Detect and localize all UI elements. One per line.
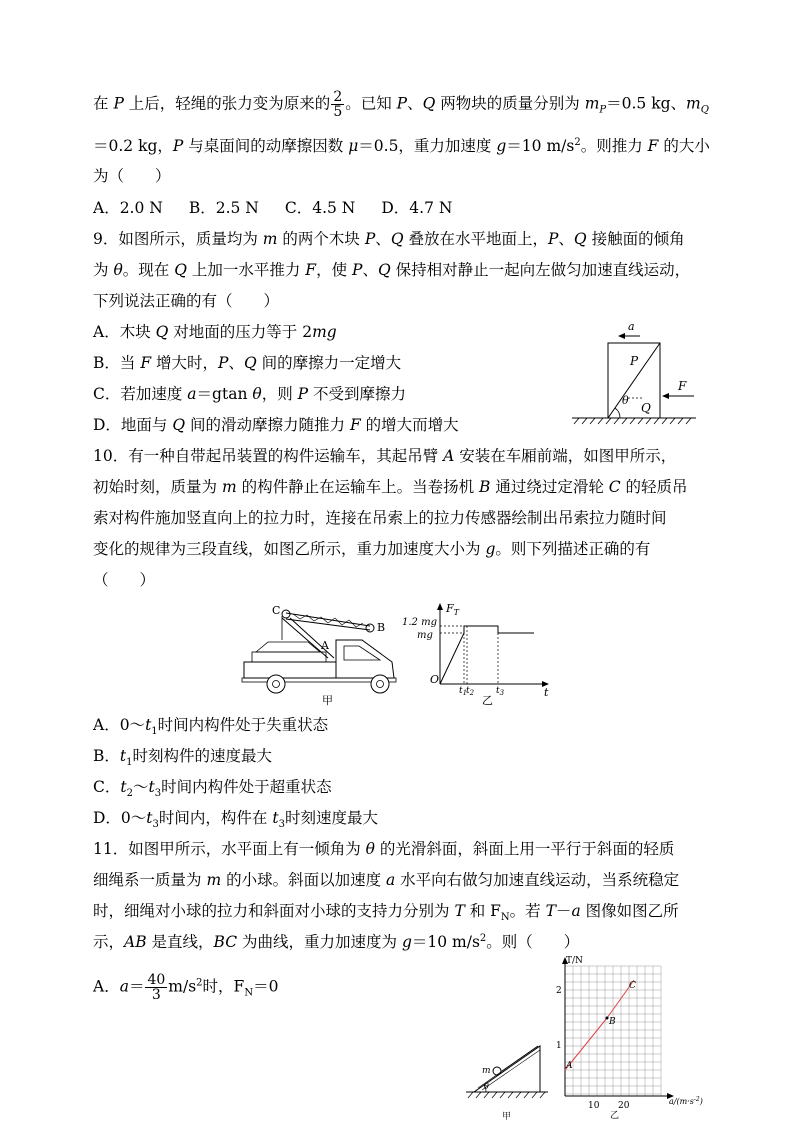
q8-line3: 为（ ） [93,167,171,185]
q9-figure [568,318,698,428]
svg-text:a: a [628,320,635,333]
q9-option-d: D．地面与 Q 间的滑动摩擦力随推力 F 的增大而增大 [93,416,459,434]
label-c: C [272,604,281,617]
q11-line1: 11．如图甲所示，水平面上有一倾角为 θ 的光滑斜面，斜面上用一平行于斜面的轻质 [93,840,675,858]
q10-option-d: D．$0\sim t_3$时间内，构件在 $t_3$时刻速度最大 [93,809,378,831]
q10-line3: 索对构件施加竖直向上的拉力时，连接在吊索上的拉力传感器绘制出吊索拉力随时间 [93,509,667,527]
label-b: B [377,621,386,634]
axis-label-t: T/N [566,956,583,966]
tick-t2: $t_2$ [466,686,475,697]
q11-line2: 细绳系一质量为 m 的小球。斜面以加速度 a 水平向右做匀加速直线运动，当系统稳定 [93,871,680,889]
figure-label-yi: 乙 [482,694,493,707]
figure-label-yi: 乙 [610,1111,620,1121]
q8-option-a: A．2.0 N [93,199,163,217]
axis-label-ft: $F_T$ [446,602,459,617]
point-a: A [566,1061,573,1071]
point-b: B [609,1017,616,1027]
q11-option-a: A．a＝ $\frac{40}{3}$ $m/s^2$时，$F_N=0$ [93,972,279,1003]
acceleration-arrow [618,320,640,339]
q10-line5: （ ） [93,571,156,589]
q9-line3: 下列说法正确的有（ ） [93,292,280,310]
q9-line1: 9．如图所示，质量均为 m 的两个木块 P、Q 叠放在水平地面上，P、Q 接触面的倾角 [93,230,685,248]
q9-line2: 为 θ。现在 Q 上加一水平推力 F，使 P、Q 保持相对静止一起向左做匀加速直线运动， [93,261,691,279]
tick-10: 10 [588,1101,600,1111]
svg-text:F: F [678,379,687,393]
q9-option-a: A．木块 Q 对地面的压力等于 2mg [93,323,337,341]
q8-line1: 在 P 上后，轻绳的张力变为原来的 $\frac{2}{5}$ 。已知 P、Q 两物块的质量分别为 $m_P=0.5$ kg、$m_Q$ [93,89,709,120]
tick-2: 2 [556,986,562,996]
tick-20: 20 [618,1101,630,1111]
q10-line1: 10．有一种自带起吊装置的构件运输车，其起吊臂 A 安装在车厢前端，如图甲所示， [93,447,677,465]
tick-mg: mg [417,630,433,641]
q10-figure-graph [402,600,554,710]
grid [565,966,661,1096]
q8-option-d: D．4.7 N [381,199,453,217]
label-theta: θ [484,1082,489,1091]
axis-label-t: t [544,686,549,699]
q10-option-a: A．$0\sim t_1$时间内构件处于失重状态 [93,716,329,738]
q10-option-b: B．$t_1$时刻构件的速度最大 [93,747,273,769]
q10-line4: 变化的规律为三段直线，如图乙所示，重力加速度大小为 g。则下列描述正确的有 [93,540,651,558]
point-c: C [629,981,636,991]
q8-line2: ＝0.2 kg，P 与桌面间的动摩擦因数 μ＝0.5，重力加速度 g＝10 $m/s^2$。则推力 F 的大小 [93,136,710,155]
q10-option-c: C．$t_2\sim t_3$时间内构件处于超重状态 [93,778,332,800]
string [502,1046,538,1071]
axis-label-a: $a/(m\cdot s^{-2})$ [669,1096,703,1106]
q11-figure-incline [462,1024,552,1123]
origin-label: O [430,673,440,686]
q11-figure-graph [552,954,712,1123]
ball [493,1067,501,1075]
fraction: $\frac{40}{3}$ [147,972,166,1003]
force-arrow [662,379,694,399]
figure-label-jia: 甲 [502,1112,512,1122]
q11-line3: 时，细绳对小球的拉力和斜面对小球的支持力分别为 T 和 $F_N$。若 T－a 图像如图乙所 [93,902,679,924]
tick-1.2mg: 1.2 mg [402,617,437,628]
label-a: A [321,639,329,652]
q8-options [93,198,452,218]
label-p: P [630,354,639,368]
q8-option-c: C．4.5 N [284,199,356,217]
tick-1: 1 [556,1041,562,1051]
label-theta: θ [622,394,629,407]
q8-option-b: B．2.5 N [188,199,259,217]
tick-t1: $t_1$ [459,686,468,697]
tick-t3: $t_3$ [496,686,505,697]
fraction: $\frac{2}{5}$ [333,89,343,120]
q9-option-c: C．若加速度 a＝gtan θ，则 P 不受到摩擦力 [93,385,407,403]
label-q: Q [641,401,651,415]
label-m: m [482,1066,491,1076]
q10-figure-truck [238,598,400,710]
force-curve [440,626,534,684]
q9-option-b: B．当 F 增大时，P、Q 间的摩擦力一定增大 [93,354,402,372]
q10-line2: 初始时刻，质量为 m 的构件静止在运输车上。当卷扬机 B 通过绕过定滑轮 C 的轻质吊 [93,478,688,496]
figure-label-jia: 甲 [322,694,333,707]
q11-line4: 示，AB 是直线，BC 为曲线，重力加速度为 g＝10 $m/s^2$。则（ ） [93,932,580,951]
